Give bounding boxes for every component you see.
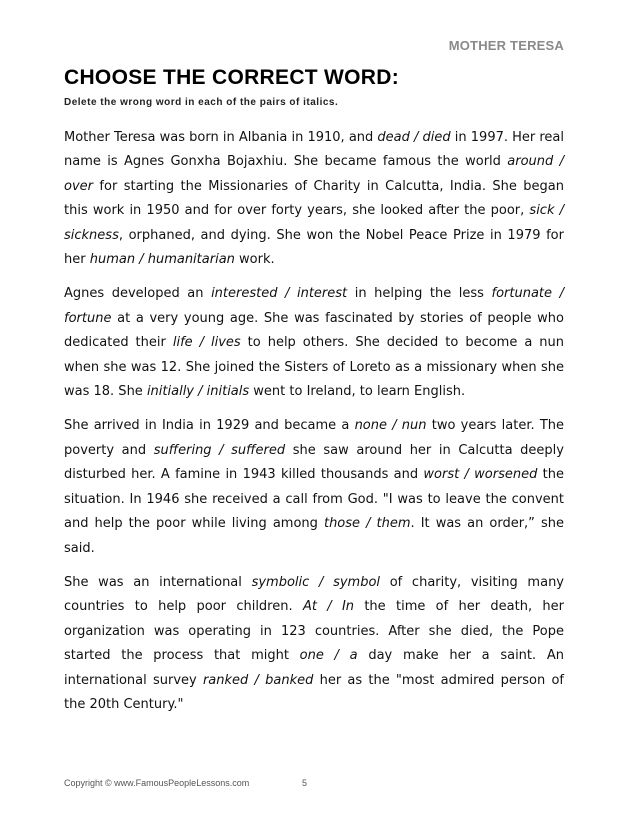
- word-choice: life / lives: [172, 335, 241, 351]
- word-choice: symbolic / symbol: [251, 574, 381, 590]
- paragraph-text: for starting the Missionaries of Charity in Calcutta, India. She began this work in 1950 and for over forty years, she looked after the poor,: [64, 178, 564, 219]
- paragraph-text: went to Ireland, to learn English.: [249, 384, 466, 400]
- page-title: CHOOSE THE CORRECT WORD:: [64, 66, 400, 89]
- word-choice: worst / worsened: [423, 467, 538, 483]
- word-choice: dead / died: [377, 130, 451, 145]
- paragraph-text: day make her a saint. An international survey: [64, 648, 564, 688]
- paragraph-text: Agnes developed an: [64, 286, 212, 302]
- paragraph-text: work.: [234, 252, 275, 268]
- word-choice: At / In: [302, 599, 355, 615]
- word-choice: sick / sickness: [64, 203, 564, 243]
- page-number: 5: [302, 778, 308, 788]
- word-choice: initially / initials: [146, 384, 250, 400]
- word-choice: ranked / banked: [202, 672, 314, 688]
- paragraph-text: the situation. In 1946 she received a call from God. "I was to leave the convent and help the poor while living among: [64, 467, 564, 532]
- running-header: MOTHER TERESA: [448, 38, 564, 53]
- paragraph-text: her as the "most admired person of the 20th Century.": [64, 672, 564, 712]
- copyright-footer: Copyright © www.FamousPeopleLessons.com: [64, 778, 250, 788]
- paragraph-text: at a very young age. She was fascinated by stories of people who dedicated their: [64, 310, 564, 351]
- paragraph-text: She was an international: [64, 574, 252, 590]
- paragraph-text: of charity, visiting many countries to help poor children.: [64, 574, 564, 615]
- instructions: Delete the wrong word in each of the pairs of italics.: [64, 97, 339, 108]
- word-choice: those / them: [323, 516, 411, 532]
- paragraph-text: to help others. She decided to become a nun when she was 12. She joined the Sisters of Loreto as a missionary when she was 18. She: [64, 335, 564, 400]
- paragraph-text: She arrived in India in 1929 and became a: [64, 418, 355, 434]
- paragraph-2: [64, 282, 564, 404]
- paragraph-3: [64, 414, 564, 560]
- word-choice: one / a: [299, 648, 358, 664]
- paragraph-text: , orphaned, and dying. She won the Nobel Peace Prize in 1979 for her: [64, 227, 564, 268]
- paragraph-4: [64, 571, 564, 717]
- paragraph-text: in 1997. Her real name is Agnes Gonxha Bojaxhiu. She became famous the world: [64, 130, 565, 170]
- word-choice: fortunate / fortune: [64, 286, 564, 326]
- paragraph-text: the time of her death, her organization was operating in 123 countries. After she died, the Pope started the process that might: [64, 599, 564, 664]
- word-choice: suffering / suffered: [153, 442, 286, 458]
- paragraph-1: [64, 126, 564, 272]
- paragraph-text: . It was an order,” she said.: [64, 516, 564, 556]
- word-choice: human / humanitarian: [89, 252, 235, 268]
- paragraph-text: Mother Teresa was born in Albania in 1910, and: [64, 130, 378, 145]
- word-choice: interested / interest: [211, 286, 348, 302]
- paragraph-text: two years later. The poverty and: [64, 418, 564, 458]
- paragraph-text: she saw around her in Calcutta deeply disturbed her. A famine in 1943 killed thousands and: [64, 442, 564, 483]
- story-body: [64, 126, 564, 727]
- paragraph-text: in helping the less: [347, 286, 492, 302]
- word-choice: around / over: [64, 154, 564, 194]
- word-choice: none / nun: [354, 418, 427, 434]
